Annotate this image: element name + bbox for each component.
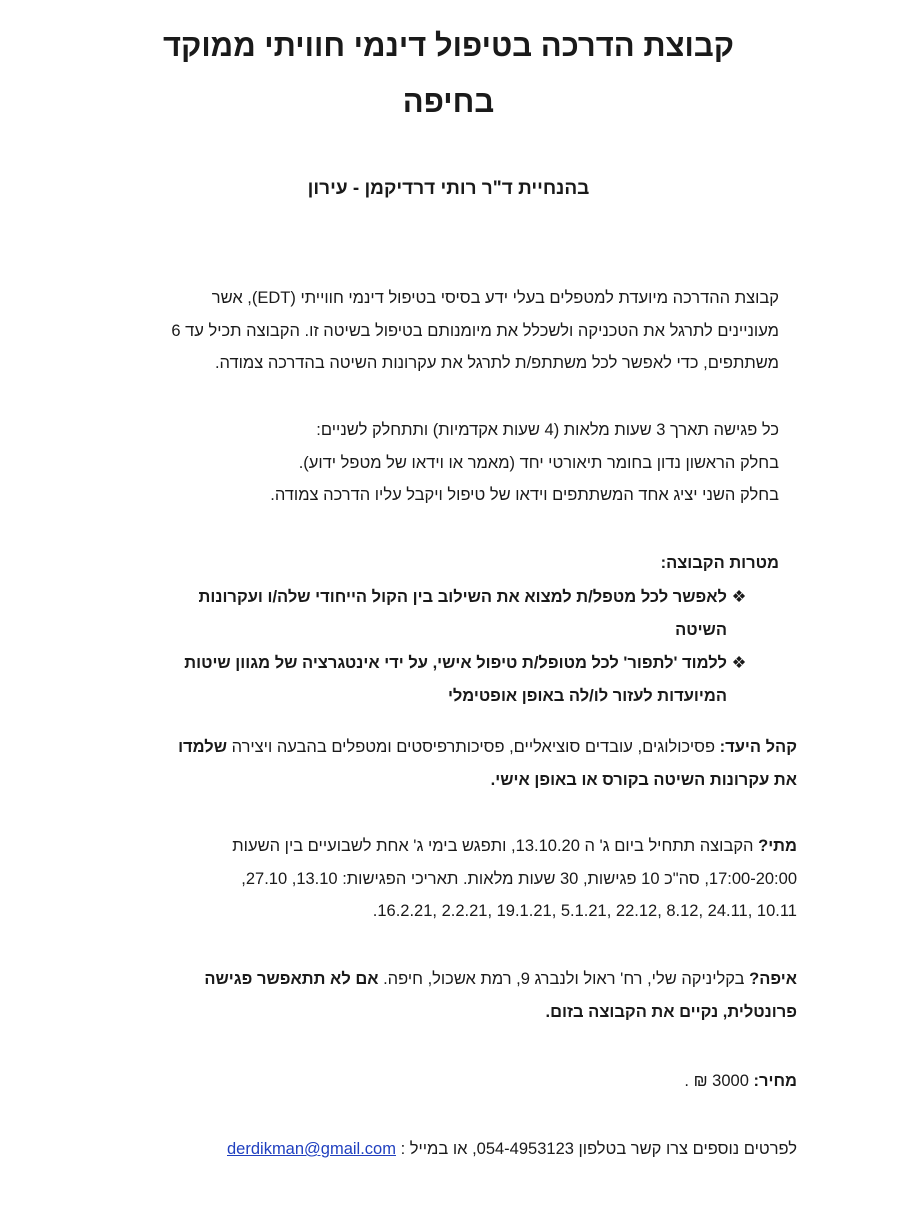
meeting-line: בחלק השני יציג אחד המשתתפים וידאו של טיפול ויקבל עליו הדרכה צמודה. (270, 486, 779, 504)
price-text: 3000 ₪ . (684, 1072, 754, 1090)
audience-line (110, 731, 797, 764)
goals-heading: מטרות הקבוצה: (660, 554, 779, 572)
when-label: מתי? (758, 837, 797, 855)
meeting-paragraph (110, 414, 779, 512)
meeting-line: בחלק הראשון נדון בחומר תיאורטי יחד (מאמר או וידאו של מטפל ידוע). (298, 453, 779, 472)
price-label: מחיר: (753, 1072, 797, 1090)
goal-text-line: המיועדות לעזור לו/לה באופן אופטימלי (447, 686, 727, 705)
goal-item (110, 647, 779, 712)
audience-bold: שלמדו (178, 738, 228, 756)
goal-text-line: השיטה (675, 620, 727, 639)
where-paragraph (110, 963, 797, 1028)
page-subtitle: בהנחיית ד"ר רותי דרדיקמן - עירון (307, 178, 590, 199)
goal-text-line: לאפשר לכל מטפל/ת למצוא את השילוב בין הקול הייחודי שלה/ו ועקרונות (198, 588, 727, 606)
page-title-line2: בחיפה (402, 84, 495, 119)
audience-line2: את עקרונות השיטה בקורס או באופן אישי. (490, 770, 797, 789)
audience-text: פסיכולוגים, עובדים סוציאליים, פסיכותרפיסטים ומטפלים בהבעה ויצירה (227, 738, 720, 756)
price-paragraph (110, 1065, 797, 1098)
when-line (110, 830, 797, 863)
bullet-icon: ❖ (731, 588, 747, 606)
price-line (110, 1065, 797, 1098)
intro-line: מעוניינים לתרגל את הטכניקה ולשכלל את מיומנותם בטיפול בשיטה זו. הקבוצה תכיל עד 6 (171, 321, 779, 340)
goal-item (110, 581, 779, 646)
intro-line: קבוצת ההדרכה מיועדת למטפלים בעלי ידע בסיסי בטיפול דינמי חווייתי (EDT), אשר (211, 289, 779, 307)
audience-label: קהל היעד: (719, 738, 797, 756)
contact-text: לפרטים נוספים צרו קשר בטלפון 054-4953123, או במייל : (395, 1140, 797, 1158)
where-line2: פרונטלית, נקיים את הקבוצה בזום. (545, 1002, 797, 1021)
intro-paragraph (110, 282, 779, 380)
where-text: בקליניקה שלי, רח' ראול ולנברג 9, רמת אשכול, חיפה. (378, 970, 750, 988)
meeting-line: כל פגישה תארך 3 שעות מלאות (4 שעות אקדמיות) ותתחלק לשניים: (316, 421, 779, 439)
email-link[interactable]: derdikman@gmail.com (227, 1140, 396, 1158)
goal-text-line: ללמוד 'לתפור' לכל מטופל/ת טיפול אישי, על ידי אינטגרציה של מגוון שיטות (184, 654, 727, 672)
bullet-icon: ❖ (731, 654, 747, 672)
page-title-line1: קבוצת הדרכה בטיפול דינמי חוויתי ממוקד (163, 28, 734, 63)
when-line: 17:00-20:00, סה"כ 10 פגישות, 30 שעות מלאות. תאריכי הפגישות: 13.10, 27.10, (241, 869, 797, 888)
where-label: איפה? (749, 970, 797, 988)
where-bold: אם לא תתאפשר פגישה (204, 970, 379, 988)
audience-paragraph (110, 731, 797, 796)
where-line (110, 963, 797, 996)
contact-line (110, 1133, 797, 1166)
when-line: 10.11 ,24.11 ,8.12 ,22.12 ,5.1.21 ,19.1.21 ,2.2.21 ,16.2.21. (372, 902, 797, 920)
intro-line: משתתפים, כדי לאפשר לכל משתתפ/ת לתרגל את עקרונות השיטה בהדרכה צמודה. (214, 354, 779, 372)
when-paragraph (110, 830, 797, 928)
when-text: הקבוצה תתחיל ביום ג' ה 13.10.20, ותפגש בימי ג' אחת לשבועיים בין השעות (232, 837, 759, 855)
contact-paragraph (110, 1133, 797, 1166)
